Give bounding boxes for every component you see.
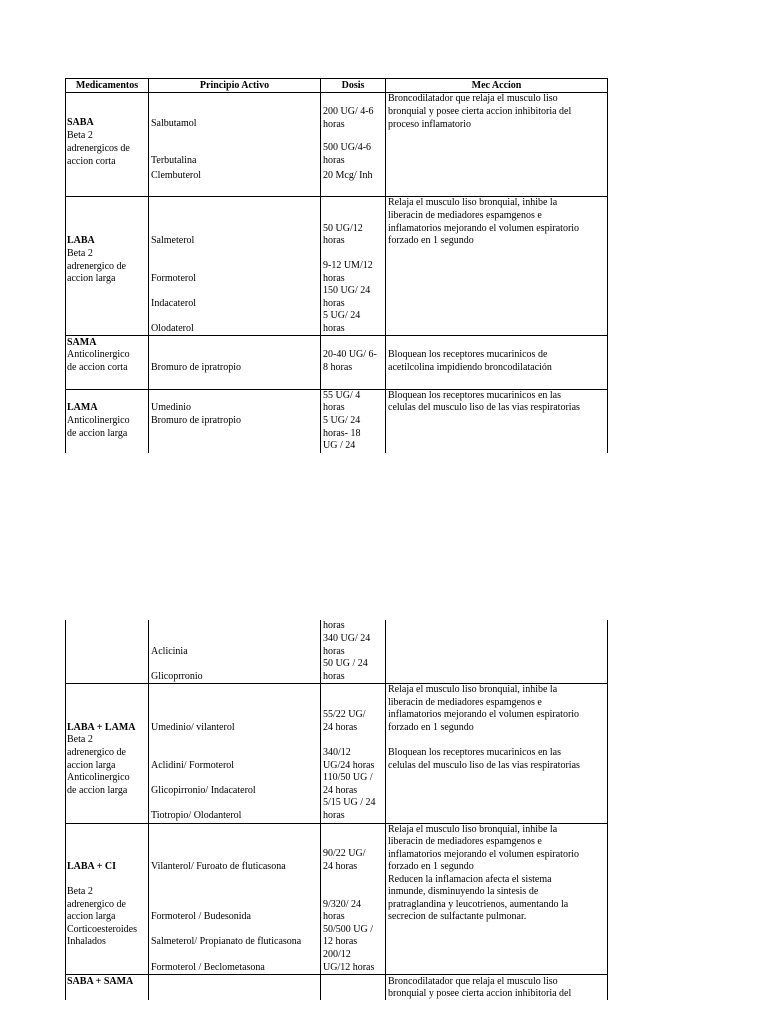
dose-line: horas (323, 155, 345, 166)
dose-line: 200/12 (323, 949, 351, 960)
dose-line: 5 UG/ 24 (323, 310, 361, 321)
drug-name: Salbutamol (151, 118, 197, 129)
mechanism-line: proceso inflamatorio (388, 119, 472, 130)
class-desc-line: Anticolinergico (67, 415, 130, 426)
class-desc-line: accion corta (67, 156, 116, 167)
dose-line: 55 UG/ 4 (323, 390, 361, 401)
dose-line: horas (323, 323, 345, 334)
class-name-lama: LAMA (67, 402, 98, 413)
class-desc-line: Beta 2 (67, 886, 93, 897)
drug-name: Aclidini/ Formoterol (151, 760, 235, 771)
class-name-laba-ci: LABA + CI (67, 861, 117, 872)
drug-name: Salmeterol (151, 235, 195, 246)
drug-name: Formoterol / Beclometasona (151, 962, 265, 973)
drug-name: Umedinio/ vilanterol (151, 722, 235, 733)
mechanism-line: forzado en 1 segundo (388, 235, 474, 246)
class-desc-line: accion larga (67, 911, 116, 922)
mechanism-line: bronquial y posee cierta accion inhibitoria del (388, 106, 572, 117)
class-desc-line: Beta 2 (67, 130, 93, 141)
mechanism-line: pratraglandina y leucotrienos, aumentando la (388, 899, 569, 910)
dose-line: horas (323, 402, 345, 413)
class-name-laba-lama: LABA + LAMA (67, 722, 136, 733)
header-principio-activo: Principio Activo (199, 80, 270, 91)
drug-name: Bromuro de ipratropio (151, 362, 241, 373)
dose-line: UG/24 horas (323, 760, 375, 771)
drug-name: Salmeterol/ Propianato de fluticasona (151, 936, 302, 947)
mechanism-line: forzado en 1 segundo (388, 861, 474, 872)
mechanism-line: inflamatorios mejorando el volumen espiratorio (388, 223, 580, 234)
dose-line: horas (323, 671, 345, 682)
mechanism-line: Bloquean los receptores mucarinicos de (388, 349, 548, 360)
mechanism-line: Relaja el musculo liso bronquial, inhibe la (388, 824, 558, 835)
dose-line: 20-40 UG/ 6- (323, 349, 377, 360)
mechanism-line: Relaja el musculo liso bronquial, inhibe la (388, 197, 558, 208)
dose-line: horas (323, 298, 345, 309)
drug-name: Vilanterol/ Furoato de fluticasona (151, 861, 286, 872)
mechanism-line: bronquial y posee cierta accion inhibitoria del (388, 988, 572, 999)
dose-line: 340 UG/ 24 (323, 633, 371, 644)
dose-line: UG/12 horas (323, 962, 375, 973)
class-desc-line: Anticolinergico (67, 349, 130, 360)
drug-name: Formoterol (151, 273, 196, 284)
header-mec-accion: Mec Accion (471, 80, 522, 91)
dose-line: 340/12 (323, 747, 351, 758)
mechanism-line: Bloquean los receptores mucarinicos en las (388, 747, 561, 758)
class-desc-line: de accion corta (67, 362, 128, 373)
dose-line: 200 UG/ 4-6 (323, 106, 374, 117)
class-desc-line: Corticoesteroides (67, 924, 137, 935)
mechanism-line: inflamatorios mejorando el volumen espiratorio (388, 709, 580, 720)
class-desc-line: de accion larga (67, 428, 128, 439)
drug-name: Indacaterol (151, 298, 196, 309)
dose-line: horas (323, 911, 345, 922)
mechanism-line: liberacin de mediadores espamgenos e (388, 210, 542, 221)
dose-line: 8 horas (323, 362, 353, 373)
dose-line: 50 UG/12 (323, 223, 363, 234)
class-desc-line: accion larga (67, 273, 116, 284)
dose-line: horas (323, 119, 345, 130)
dose-line: 9/320/ 24 (323, 899, 362, 910)
class-name-saba: SABA (67, 117, 94, 128)
mechanism-line: liberacin de mediadores espamgenos e (388, 836, 542, 847)
drug-name: Umedinio (151, 402, 191, 413)
dose-line: UG / 24 (323, 440, 356, 451)
dose-line: 24 horas (323, 722, 358, 733)
drug-name: Aclicinia (151, 646, 188, 657)
mechanism-line: inmunde, disminuyendo la sintesis de (388, 886, 539, 897)
class-name-sama: SAMA (67, 337, 97, 348)
dose-line: horas (323, 620, 345, 631)
dose-line: 500 UG/4-6 (323, 142, 372, 153)
dose-line: 50 UG / 24 (323, 658, 368, 669)
mechanism-line: forzado en 1 segundo (388, 722, 474, 733)
dose-line: 110/50 UG / (323, 772, 373, 783)
dose-line: 20 Mcg/ Inh (323, 170, 373, 181)
dose-line: 5/15 UG / 24 (323, 797, 376, 808)
mechanism-line: celulas del musculo liso de las vias respiratorias (388, 760, 580, 771)
drug-name: Formoterol / Budesonida (151, 911, 251, 922)
drug-name: Tiotropio/ Olodanterol (151, 810, 242, 821)
mechanism-line: Bloquean los receptores mucarinicos en las (388, 390, 561, 401)
class-desc-line: adrenergico de (67, 899, 126, 910)
drug-name: Olodaterol (151, 323, 194, 334)
class-desc-line: adrenergicos de (67, 143, 130, 154)
class-desc-line: adrenergico de (67, 747, 126, 758)
class-desc-line: Beta 2 (67, 734, 93, 745)
dose-line: 9-12 UM/12 (323, 260, 373, 271)
class-desc-line: Anticolinergico (67, 772, 130, 783)
mechanism-line: Relaja el musculo liso bronquial, inhibe la (388, 684, 558, 695)
dose-line: horas (323, 273, 345, 284)
dose-line: 50/500 UG / (323, 924, 373, 935)
drug-name: Glicoprronio (151, 671, 203, 682)
header-medicamentos: Medicamentos (75, 80, 139, 91)
drug-name: Clembuterol (151, 170, 201, 181)
mechanism-line: liberacin de mediadores espamgenos e (388, 697, 542, 708)
class-desc-line: de accion larga (67, 785, 128, 796)
mechanism-line: acetilcolina impidiendo broncodilatación (388, 362, 552, 373)
mechanism-line: secrecion de sulfactante pulmonar. (388, 911, 527, 922)
dose-line: horas (323, 235, 345, 246)
dose-line: 12 horas (323, 936, 358, 947)
class-desc-line: adrenergico de (67, 261, 126, 272)
class-name-laba: LABA (67, 235, 95, 246)
mechanism-line: inflamatorios mejorando el volumen espiratorio (388, 849, 580, 860)
header-dosis: Dosis (341, 80, 365, 91)
dose-line: horas- 18 (323, 428, 361, 439)
class-desc-line: accion larga (67, 760, 116, 771)
dose-line: 24 horas (323, 785, 358, 796)
mechanism-line: celulas del musculo liso de las vias respiratorias (388, 402, 580, 413)
dose-line: 90/22 UG/ (323, 848, 366, 859)
dose-line: 55/22 UG/ (323, 709, 366, 720)
mechanism-line: Broncodilatador que relaja el musculo liso (388, 976, 558, 987)
drug-name: Glicopirronio/ Indacaterol (151, 785, 256, 796)
drug-name: Terbutalina (151, 155, 197, 166)
dose-line: 5 UG/ 24 (323, 415, 361, 426)
class-name-saba-sama: SABA + SAMA (67, 976, 134, 987)
mechanism-line: Reducen la inflamacion afecta el sistema (388, 874, 552, 885)
dose-line: horas (323, 646, 345, 657)
dose-line: horas (323, 810, 345, 821)
dose-line: 24 horas (323, 861, 358, 872)
class-desc-line: Beta 2 (67, 248, 93, 259)
dose-line: 150 UG/ 24 (323, 285, 371, 296)
mechanism-line: Broncodilatador que relaja el musculo liso (388, 93, 558, 104)
class-desc-line: Inhalados (67, 936, 106, 947)
drug-name: Bromuro de ipratropio (151, 415, 241, 426)
